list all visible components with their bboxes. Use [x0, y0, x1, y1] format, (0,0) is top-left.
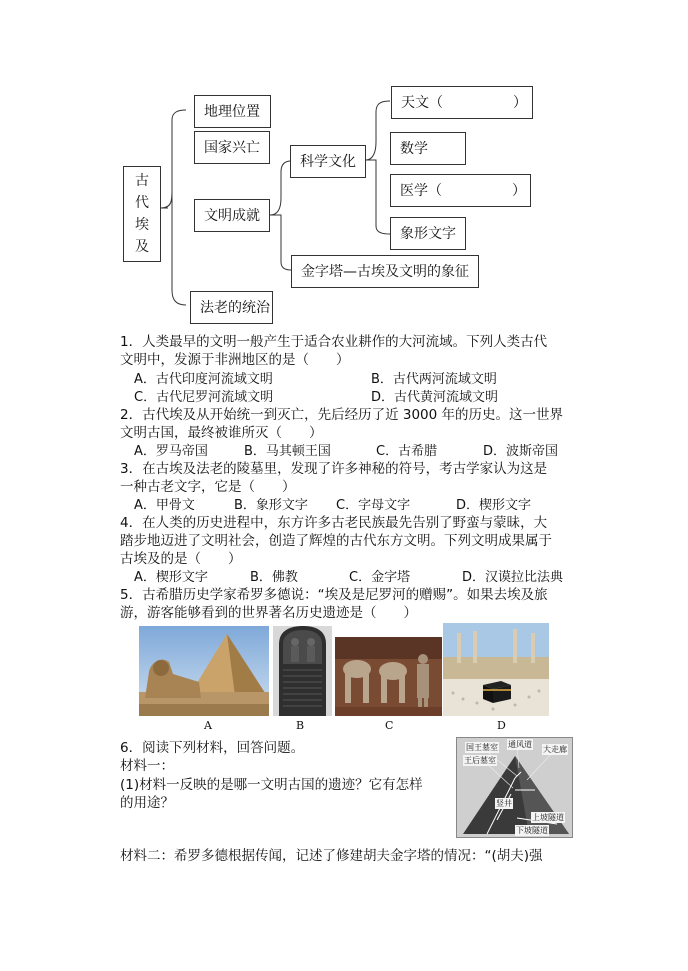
image-kaaba-mecca [443, 623, 549, 716]
q6-intro: 6．阅读下列材料，回答问题。 [120, 740, 305, 756]
node-math: 数学 [390, 132, 466, 165]
q4-option-b: B．佛教 [250, 570, 298, 585]
q3-line1: 3．在古埃及法老的陵墓里，发现了许多神秘的符号，考古学家认为这是 [120, 461, 548, 477]
root-char-4: 及 [135, 239, 149, 255]
q3-option-d: D．楔形文字 [456, 498, 532, 513]
q3-line2: 一种古老文字，它是（ ） [120, 479, 296, 495]
q3-option-a: A．甲骨文 [134, 498, 195, 513]
q2-line1: 2．古代埃及从开始统一到灭亡，先后经历了近 3000 年的历史。这一世界 [120, 407, 564, 423]
node-rise-fall: 国家兴亡 [194, 131, 270, 164]
node-achievements: 文明成就 [194, 199, 270, 232]
q4-line3: 古埃及的是（ ） [120, 551, 242, 567]
node-science: 科学文化 [290, 145, 366, 178]
diagram-label-vent: 通风道 [508, 740, 532, 749]
caption-d: D [497, 719, 506, 732]
pyramid-cross-section-diagram [456, 737, 573, 838]
root-char-2: 代 [135, 195, 149, 211]
q1-option-a: A．古代印度河流域文明 [134, 372, 273, 387]
diagram-label-shaft: 竖井 [496, 799, 512, 808]
q4-line2: 踏步地迈进了文明社会，创造了辉煌的古代东方文明。下列文明成果属于 [120, 533, 552, 549]
node-hieroglyph: 象形文字 [390, 217, 466, 250]
q6-material1: 材料一： [120, 758, 174, 774]
q5-line1: 5．古希腊历史学家希罗多德说：“埃及是尼罗河的赠赐”。如果去埃及旅 [120, 587, 548, 603]
node-astronomy: 天文（ ） [391, 86, 533, 119]
q2-option-b: B．马其顿王国 [244, 444, 331, 459]
q4-option-d: D．汉谟拉比法典 [462, 570, 564, 585]
q4-option-a: A．楔形文字 [134, 570, 208, 585]
q1-option-b: B．古代两河流域文明 [371, 372, 497, 387]
caption-b: B [296, 719, 305, 732]
node-pyramid: 金字塔—古埃及文明的象征 [291, 255, 479, 288]
q6-sub1-line1: (1)材料一反映的是哪一文明古国的遗迹？它有怎样 [120, 777, 423, 793]
q2-option-a: A．罗马帝国 [134, 444, 208, 459]
image-sphinx-pyramid [139, 626, 269, 716]
q2-line2: 文明古国，最终被谁所灭（ ） [120, 425, 323, 441]
q3-option-b: B．象形文字 [234, 498, 308, 513]
q1-line1: 1．人类最早的文明一般产生于适合农业耕作的大河流域。下列人类古代 [120, 334, 548, 350]
node-geography: 地理位置 [194, 95, 271, 128]
q2-option-d: D．波斯帝国 [483, 444, 559, 459]
q3-option-c: C．字母文字 [336, 498, 411, 513]
diagram-label-queen-chamber: 王后墓室 [464, 756, 496, 765]
q1-line2: 文明中，发源于非洲地区的是（ ） [120, 352, 350, 368]
caption-a: A [204, 719, 212, 732]
diagram-label-gallery: 大走廊 [543, 745, 567, 754]
diagram-label-lower-tunnel: 下坡隧道 [516, 826, 548, 835]
image-terracotta-warriors [335, 637, 442, 716]
q6-sub1-line2: 的用途？ [120, 795, 174, 811]
q5-line2: 游，游客能够看到的世界著名历史遗迹是（ ） [120, 605, 417, 621]
caption-c: C [385, 719, 394, 732]
node-pharaoh: 法老的统治 [190, 291, 273, 324]
root-char-1: 古 [135, 173, 149, 189]
diagram-label-king-chamber: 国王墓室 [466, 743, 498, 752]
mindmap-root [123, 166, 161, 262]
q4-line1: 4．在人类的历史进程中，东方许多古老民族最先告别了野蛮与蒙昧，大 [120, 515, 548, 531]
root-char-3: 埃 [135, 217, 149, 233]
q1-option-d: D．古代黄河流域文明 [371, 390, 499, 405]
diagram-label-upper-tunnel: 上坡隧道 [532, 813, 564, 822]
image-hammurabi-stele [273, 626, 332, 716]
q2-option-c: C．古希腊 [376, 444, 438, 459]
q4-option-c: C．金字塔 [349, 570, 411, 585]
q1-option-c: C．古代尼罗河流域文明 [134, 390, 274, 405]
node-medicine: 医学（ ） [390, 174, 531, 207]
q6-material2: 材料二：希罗多德根据传闻，记述了修建胡夫金字塔的情况：“(胡夫)强 [120, 848, 543, 864]
